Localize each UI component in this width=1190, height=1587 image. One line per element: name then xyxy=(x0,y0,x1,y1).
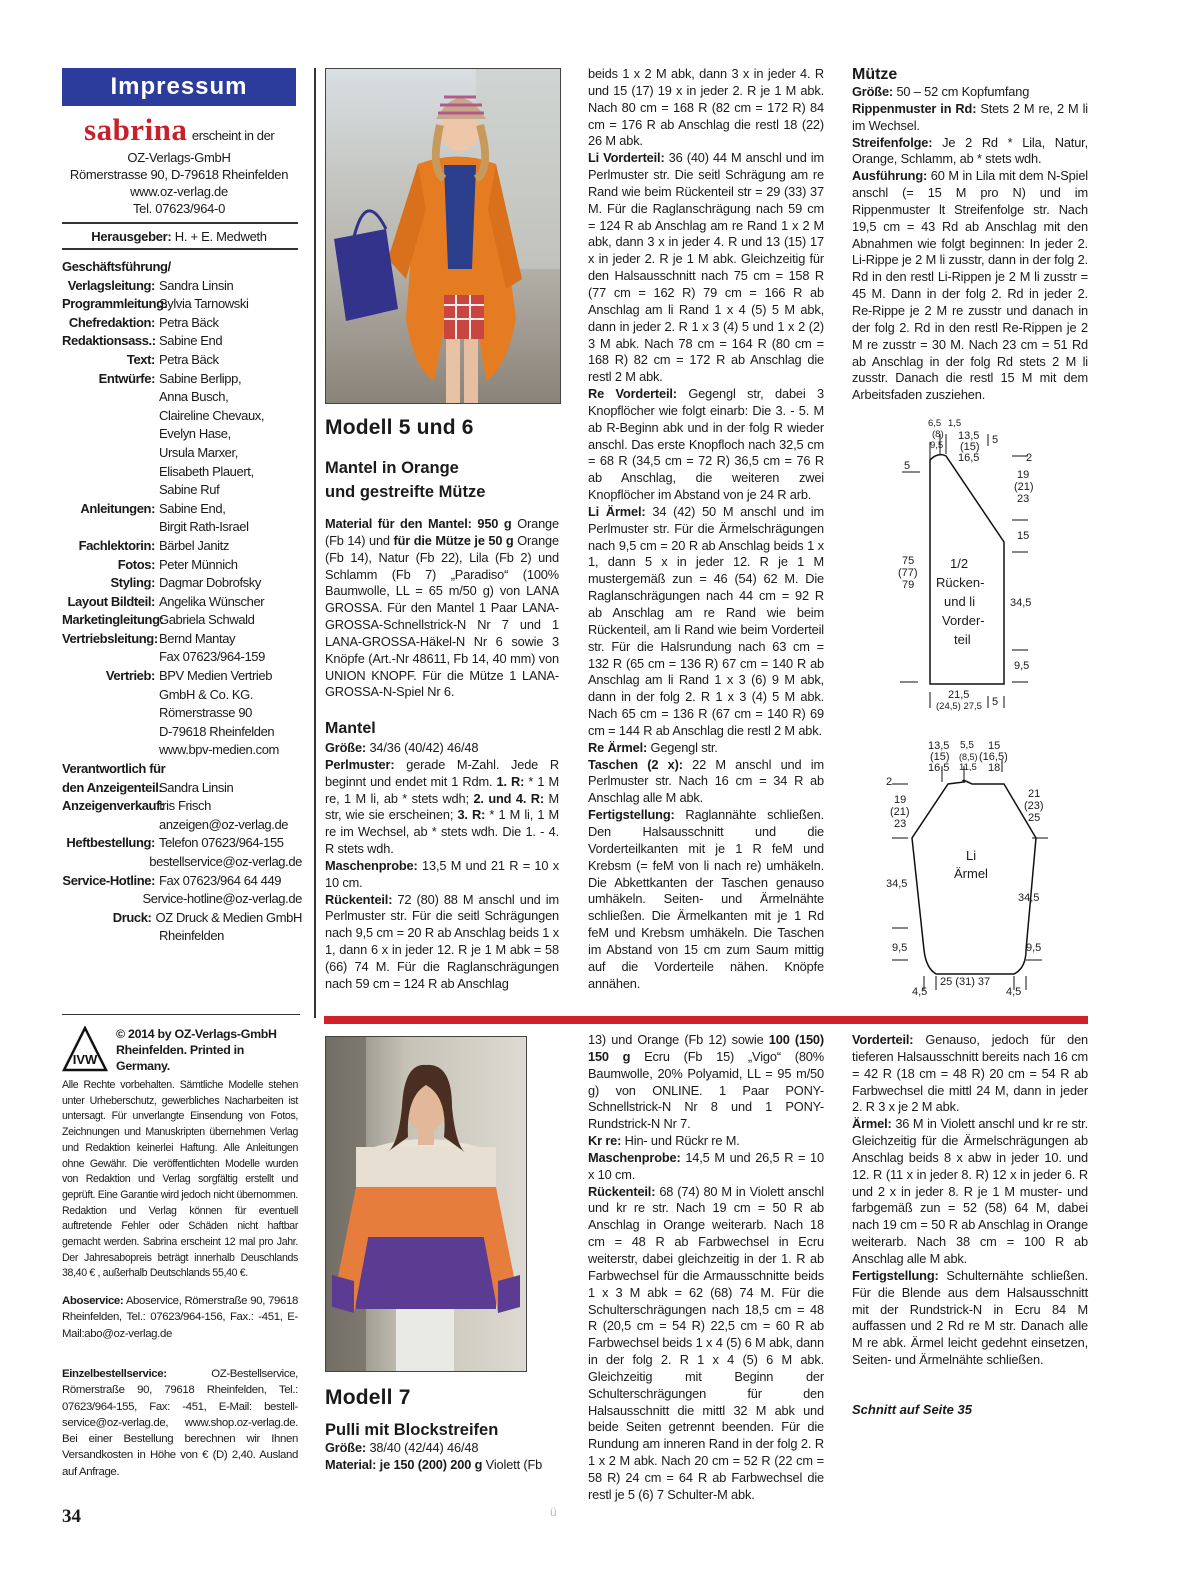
staff-name: Petra Bäck xyxy=(159,314,219,330)
staff-row xyxy=(62,779,302,798)
label: 1. R: xyxy=(496,773,525,789)
staff-role: Marketingleitung: xyxy=(62,612,164,628)
staff-row xyxy=(62,425,302,444)
dim-label: 4,5 xyxy=(912,986,928,998)
dim-label: 6,5 xyxy=(928,418,942,429)
dim-label: 11,5 xyxy=(959,762,977,773)
material-label: Material für den Mantel: 950 g xyxy=(325,516,512,531)
text-span: * 1 M li, 1 M re im Wechsel, ab * stets wdh. Die 1. - 4. R stets wdh. xyxy=(325,807,559,857)
staff-row xyxy=(62,611,302,630)
label: Rippenmuster in Rd: xyxy=(852,100,977,116)
text-span: 68 (74) 80 M in Violett anschl und kr re str. Nach 19 cm = 50 R ab Anschlag in Orange weiterarb. Nach 18 cm = 48 R ab Farbwechsel in Ecru weiterstr, dabei gleichzeitig in der 1. R ab Farbwechsel für die Armausschnitte beids 1 x 3 M abk = 62 (68) 74 M. Für die Schulterschrägungen nach 18,5 cm = 48 R (20,5 cm = 54 R) 22,5 cm = 60 R ab Farbwechsel beids 1 x 4 (5) 6 M abk, dann in der folg 2. R 1 x 4 (5) 6 M abk. Gleichzeitig mit Beginn der Schulterschrägungen für den Halsausschnitt die mittl 32 M abk und beide Seiten getrennt beenden. Für die Rundung am inneren Rand in der folg 2. R 1 x 2 M abk. Nach 20 cm = 52 R (22 cm = 58 R) 24 cm = 64 R ab Farbwechsel die restl je 5 (6) 7 Schulter-M abk. xyxy=(588,1183,824,1502)
staff-row xyxy=(62,500,302,519)
staff-row xyxy=(62,723,302,742)
photo-striped-sweater xyxy=(325,1036,527,1372)
staff-name: Elisabeth Plauert, xyxy=(159,463,254,479)
staff-row xyxy=(62,648,302,667)
staff-role xyxy=(62,444,159,463)
text-span: 14,5 M und 26,5 R = 10 x 10 cm. xyxy=(588,1149,824,1182)
dim-label: 5 xyxy=(904,460,911,472)
einzelbestellservice xyxy=(62,1366,298,1480)
modell-7-intro xyxy=(325,1440,561,1474)
label: Größe: xyxy=(325,1440,367,1455)
modell-5-6-heading: Modell 5 und 6 xyxy=(325,416,474,439)
dim-label: 9,5 xyxy=(930,440,944,451)
text-span: Violett (Fb xyxy=(482,1456,543,1472)
dim-label: 79 xyxy=(902,579,915,591)
divider xyxy=(62,1014,300,1015)
staff-row xyxy=(62,816,302,835)
dim-label: (16,5) xyxy=(979,751,1008,763)
staff-row xyxy=(62,890,302,909)
label: Material: je 150 (200) 200 g xyxy=(325,1456,483,1472)
staff-row xyxy=(62,797,302,816)
staff-name xyxy=(159,258,302,277)
staff-role xyxy=(62,481,159,500)
text-span: Je 2 Rd * Lila, Natur, Orange, Schlamm, ab * stets wdh. xyxy=(852,134,1088,167)
brand-line xyxy=(84,112,304,148)
staff-row xyxy=(62,630,302,649)
staff-row xyxy=(62,332,302,351)
dim-label: (24,5) 27,5 xyxy=(936,701,982,712)
staff-row xyxy=(62,760,302,779)
muetze-instructions xyxy=(852,84,1088,404)
label: Vorderteil: xyxy=(852,1032,914,1047)
photo-orange-coat xyxy=(325,68,561,404)
staff-role xyxy=(62,463,159,482)
label: Streifenfolge: xyxy=(852,134,933,150)
text-span: 22 M anschl und im Perlmuster str. Nach 16 cm = 34 R ab Anschlag alle M abk. xyxy=(588,756,824,806)
panel-label: Vorder- xyxy=(942,613,985,628)
muetze-heading: Mütze xyxy=(852,66,898,83)
staff-name: Telefon 07623/964-155 xyxy=(159,835,284,851)
dim-label: (15) xyxy=(930,751,950,763)
label: Ärmel: xyxy=(852,1116,892,1132)
staff-row xyxy=(62,463,302,482)
herausgeber-value: H. + E. Medweth xyxy=(174,229,267,244)
staff-role: Layout Bildteil: xyxy=(67,593,155,609)
dim-label: 5,5 xyxy=(960,740,974,751)
text-span: Orange (Fb 14), Natur (Fb 22), Lila (Fb 2) und Schlamm (Fb 7) „Paradiso“ (100% Baumwolle, LL = 65 m/50 g) von LANA GROSSA. Für den Mantel 1 Paar LANA-GROSSA-Schnellstrick-N Nr 7 und 1 LANA-GROSSA-Häkel-N Nr 6 sowie 3 Knöpfe (Art.-Nr 48611, Fb 14, 40 mm) von UNION KNOPF. Für die Mütze 1 LANA-GROSSA-N-Spiel Nr 6. xyxy=(325,532,559,700)
rueckenteil xyxy=(325,892,559,993)
staff-name: D-79618 Rheinfelden xyxy=(159,723,275,739)
staff-name: Evelyn Hase, xyxy=(159,426,231,442)
modell-7-subtitle: Pulli mit Blockstreifen xyxy=(325,1421,499,1439)
staff-row xyxy=(62,295,302,314)
staff-role: Styling: xyxy=(110,575,155,591)
label: Maschenprobe: xyxy=(588,1149,681,1165)
staff-role: Druck: xyxy=(112,909,152,925)
dim-label: 5 xyxy=(992,696,999,708)
dim-label: (23) xyxy=(1024,800,1044,812)
staff-name: Rheinfelden xyxy=(159,928,224,944)
publisher-line: OZ-Verlags-GmbH xyxy=(127,150,231,165)
dim-label: (15) xyxy=(960,441,980,453)
schnitt-reference: Schnitt auf Seite 35 xyxy=(852,1402,972,1417)
staff-name: Fax 07623/964-159 xyxy=(159,649,265,665)
staff-row xyxy=(62,704,302,723)
staff-row xyxy=(62,853,302,872)
staff-name: OZ Druck & Medien GmbH xyxy=(155,909,302,925)
staff-name: Sabine Berlipp, xyxy=(159,370,242,386)
staff-name: Angelika Wünscher xyxy=(159,593,265,609)
staff-role xyxy=(62,648,159,667)
dim-label: 2 xyxy=(1026,452,1033,464)
staff-role xyxy=(62,686,159,705)
dim-label: 15 xyxy=(988,740,1001,752)
label: Fertigstellung: xyxy=(852,1267,939,1283)
page-number: 34 xyxy=(62,1506,81,1527)
staff-role: Verlagsleitung: xyxy=(67,277,155,293)
dim-label: (8,5) xyxy=(959,752,978,762)
staff-role xyxy=(62,425,159,444)
publisher-line: Tel. 07623/964-0 xyxy=(132,201,226,216)
dim-label: (8) xyxy=(932,429,944,440)
maschenprobe xyxy=(325,858,559,892)
staff-name: Bärbel Janitz xyxy=(159,537,229,553)
footer-mark: ü xyxy=(550,1505,557,1519)
value: 34/36 (40/42) 46/48 xyxy=(366,740,479,755)
text-span: 50 – 52 cm Kopfumfang xyxy=(893,84,1030,99)
staff-row xyxy=(62,927,302,946)
label: 3. R: xyxy=(457,807,486,823)
staff-role xyxy=(62,890,142,909)
divider xyxy=(62,222,298,224)
label: Maschenprobe: xyxy=(325,857,418,873)
diagram-back-front-panel xyxy=(880,412,1070,720)
staff-name: Römerstrasse 90 xyxy=(159,705,252,721)
staff-name: Peter Münnich xyxy=(159,556,238,572)
text-span: Ecru (Fb 15) „Vigo“ (80% Baumwolle, 20% Polyamid, LL = 95 m/50 g) von ONLINE. 1 Paar PONY-Schnellstrick-N Nr 8 und 1 PONY-Rundstrick-N Nr 7. xyxy=(588,1048,824,1132)
staff-role: Vertrieb: xyxy=(105,668,155,684)
text-span: Hin- und Rückr re M. xyxy=(621,1133,740,1149)
staff-row xyxy=(62,277,302,296)
staff-row xyxy=(62,574,302,593)
text-span: gerade M-Zahl. Jede R beginnt und endet mit 1 Rdm. xyxy=(325,756,559,789)
dim-label: 23 xyxy=(894,818,907,830)
label: Kr re: xyxy=(588,1133,622,1149)
dim-label: 34,5 xyxy=(1010,597,1032,609)
text-span: Orange (Fb 14) und xyxy=(325,516,559,548)
ivw-logo-icon xyxy=(62,1026,108,1072)
staff-name: Gabriela Schwald xyxy=(159,612,255,628)
text-span: 38/40 (42/44) 46/48 xyxy=(366,1440,479,1455)
modell-5-6-subtitle-1: Mantel in Orange xyxy=(325,459,459,477)
staff-role: Fotos: xyxy=(117,556,155,572)
text-span: Schulternähte schließen. Für die Blende aus dem Halsausschnitt mit der Rundstrick-N in Ecru 84 M auffassen und 2 Rd re M str. Danach alle M re abk. Ärmel leicht gedehnt einsetzen, Seiten- und Ärmelnähte schließen. xyxy=(852,1267,1088,1368)
label: Taschen (2 x): xyxy=(588,756,683,772)
staff-row xyxy=(62,258,302,277)
dim-label: 21,5 xyxy=(948,689,970,701)
label: Ausführung: xyxy=(852,168,928,184)
dim-label: 13,5 xyxy=(958,430,980,442)
label: Re Ärmel: xyxy=(588,739,648,755)
dim-label: 9,5 xyxy=(892,942,908,954)
staff-role xyxy=(62,723,159,742)
pulli-instructions-continued xyxy=(852,1032,1088,1369)
staff-name: Sabine End, xyxy=(159,500,226,516)
staff-name: Sabine End xyxy=(159,333,223,349)
staff-row xyxy=(62,351,302,370)
staff-name: BPV Medien Vertrieb xyxy=(159,668,273,684)
staff-role xyxy=(62,927,159,946)
einzel-label: Einzelbestellservice: xyxy=(62,1368,167,1380)
staff-role: Chefredaktion: xyxy=(68,314,155,330)
dim-label: 1,5 xyxy=(948,418,962,429)
staff-row xyxy=(62,834,302,853)
einzel-text: OZ-Bestellservice, Römerstraße 90, 79618 Rheinfelden, Tel.: 07623/964-155, Fax: -451, E-Mail: bestell-service@oz-verlag.de, www.shop.oz-verlag.de. Bei einer Bestellung berechnen wir Ihnen Versandkosten in Höhe von € (D) 2,40. Ausland auf Anfrage. xyxy=(62,1368,298,1478)
text-span: Gegengl str, dabei 3 Knopflöcher wie folgt einarb: Die 3. - 5. M ab R-Beginn abk und in der folg R wieder anschl. Das erste Knopfloch nach 32,5 cm = 68 R (34,5 cm = 72 R) 36,5 cm = 76 R ab Anschlag, die weiteren zwei Knopflöcher im Abstand von je 24 R arb. xyxy=(588,386,824,503)
label: Fertigstellung: xyxy=(588,807,675,823)
staff-role xyxy=(62,853,149,872)
aboservice-text: Aboservice, Römerstraße 90, 79618 Rheinfelden, Tel.: 07623/964-156, Fax.: -451, E-Mail:abo@oz-verlag.de xyxy=(62,1295,298,1340)
dim-label: 25 xyxy=(1028,812,1041,824)
divider xyxy=(62,248,298,250)
staff-name xyxy=(169,760,302,779)
staff-role: Programmleitung: xyxy=(62,296,168,312)
staff-role: Heftbestellung: xyxy=(66,835,155,851)
staff-name: Bernd Mantay xyxy=(159,630,236,646)
text-span: Genauso, jedoch für den tieferen Halsausschnitt bereits nach 16 cm = 42 R (18 cm = 48 R) 20 cm = 54 R ab Farbwechsel die mittl 24 M, dann in jeder 2. R 3 x je 2 M abk. xyxy=(852,1032,1088,1115)
staff-role: Anzeigenverkauf: xyxy=(62,798,164,814)
dim-label: 25 (31) 37 xyxy=(940,976,991,988)
label: Größe: xyxy=(852,84,894,99)
staff-name: GmbH & Co. KG. xyxy=(159,686,254,702)
staff-name: Birgit Rath-Israel xyxy=(159,519,249,535)
staff-role: Entwürfe: xyxy=(98,370,155,386)
text-span: 34 (42) 50 M anschl und im Perlmuster str. Für die Ärmelschrägungen nach 9,5 cm = 20 R ab Anschlag beids 1 x 1, dann 5 x in jeder 12. R je 1 M mustergemäß zun = 46 (54) 62 M. Die Raglanschrägungen nach 44 cm = 92 R ab Anschlag am re Rand wie beim Rückenteil, am li Rand wie beim Vorderteil str. Für die Halsrundung nach 63 cm = 132 R (65 cm = 136 R) 67 cm = 140 R ab Anschlag am li Rand 1 x 3 (6) 9 M abk, dann in der folg 2. R 1 x 3 (4) 5 M abk. Nach 65 cm = 136 R (67 cm = 140 R) 69 cm = 144 R ab Anschlag die restl 2 M abk. xyxy=(588,503,824,738)
staff-role: Vertriebsleitung: xyxy=(62,630,158,646)
label: Perlmuster: xyxy=(325,756,395,772)
mantel-instructions-continued xyxy=(588,66,824,992)
staff-name: Iris Frisch xyxy=(159,798,211,814)
staff-name: Anna Busch, xyxy=(159,389,229,405)
material-mantel xyxy=(325,516,559,701)
staff-role: Fachlektorin: xyxy=(78,537,155,553)
sleeve-label: Li xyxy=(966,848,977,863)
dim-label: 75 xyxy=(902,555,915,567)
staff-row xyxy=(62,388,302,407)
section-divider-red xyxy=(324,1016,1088,1024)
staff-role: Geschäftsführung/ xyxy=(62,259,171,274)
dim-label: 15 xyxy=(1017,530,1030,542)
staff-name: Petra Bäck xyxy=(159,351,219,367)
dim-label: 4,5 xyxy=(1006,986,1022,998)
staff-row xyxy=(62,370,302,389)
text-span: M str, wie sie erscheinen; xyxy=(325,790,560,823)
staff-name: Dagmar Dobrofsky xyxy=(159,575,261,591)
dim-label: 34,5 xyxy=(886,878,908,890)
staff-role: Text: xyxy=(126,351,155,367)
staff-role: Verantwortlich für xyxy=(62,761,166,777)
staff-row xyxy=(62,314,302,333)
staff-role: Redaktionsass.: xyxy=(62,333,156,349)
groesse xyxy=(325,740,559,757)
sleeve-label: Ärmel xyxy=(954,866,988,881)
text-span: 36 (40) 44 M anschl und im Perlmuster str. Die seitl Schrägung am re Rand wie beim Rückenteil str = 29 (33) 37 M. Für die Raglanschrägung nach 59 cm = 124 R ab Anschlag am re Rand 1 x 2 M abk, dann 3 x in jeder 4. R und 13 (15) 17 x in jeder 2. R je 1 M abk. Gleichzeitig für den Halsausschnitt nach 75 cm = 158 R (77 cm = 162 R) 79 cm = 166 R ab Anschlag am li Rand 1 x 4 (5) 5 M abk, dann in jeder 2. R 1 x 3 (4) 5 und 1 x 2 (2) 3 M abk. Nach 78 cm = 164 R (80 cm = 168 R) 82 cm = 172 R ab Anschlag die restl 2 M abk. xyxy=(588,150,824,385)
aboservice-label: Aboservice: xyxy=(62,1295,124,1307)
dim-label: 9,5 xyxy=(1026,942,1042,954)
publisher-line: www.oz-verlag.de xyxy=(130,184,228,199)
text-span: Raglannähte schließen. Den Halsausschnitt und die Vorderteilkanten mit je 1 R feM und Krebsm (= feM von li nach re) umhäkeln. Die Abkettkanten der Taschen genauso umhäkeln. Seiten- und Ärmelnähte schließen. Die Ärmelkanten mit je 1 Rd feM und Krebsm umhäkeln. Die Taschen im Abstand von 15 cm zum Saum mittig auf die Vorderteile nähen. Knöpfe annähen. xyxy=(588,807,824,991)
staff-name: Ursula Marxer, xyxy=(159,444,238,460)
staff-name: Claireline Chevaux, xyxy=(159,407,265,423)
modell-7-heading: Modell 7 xyxy=(325,1386,411,1409)
staff-row xyxy=(62,741,302,760)
label: Li Vorderteil: xyxy=(588,150,665,166)
dim-label: 13,5 xyxy=(928,740,950,752)
dim-label: 19 xyxy=(1017,469,1030,481)
impressum-title: Impressum xyxy=(62,68,296,106)
staff-row xyxy=(62,872,302,891)
dim-label: 18 xyxy=(988,762,1001,774)
staff-row xyxy=(62,518,302,537)
panel-label: 1/2 xyxy=(950,556,969,571)
staff-row xyxy=(62,667,302,686)
dim-label: 16,5 xyxy=(958,452,980,464)
staff-name: Sylvia Tarnowski xyxy=(159,296,249,312)
panel-label: und li xyxy=(944,594,976,609)
staff-role: Service-Hotline: xyxy=(62,872,155,888)
staff-name: Sandra Linsin xyxy=(159,779,234,795)
dim-label: 19 xyxy=(894,794,907,806)
herausgeber xyxy=(62,228,296,245)
dim-label: 9,5 xyxy=(1014,660,1030,672)
dim-label: 16,5 xyxy=(928,762,950,774)
label: 100 (150) 150 g xyxy=(588,1032,825,1064)
dim-label: 23 xyxy=(1017,493,1030,505)
label: Re Vorderteil: xyxy=(588,386,677,402)
staff-row xyxy=(62,444,302,463)
staff-role xyxy=(62,704,159,723)
dim-label: 34,5 xyxy=(1018,892,1040,904)
perlmuster xyxy=(325,757,559,858)
sabrina-logo: sabrina xyxy=(84,112,188,147)
staff-row xyxy=(62,537,302,556)
staff-name: anzeigen@oz-verlag.de xyxy=(159,816,289,832)
mantel-heading: Mantel xyxy=(325,720,376,737)
diagram-sleeve xyxy=(882,738,1072,1000)
material-label: für die Mütze je 50 g xyxy=(393,532,514,548)
publisher-line: Römerstrasse 90, D-79618 Rheinfelden xyxy=(69,167,289,182)
staff-role xyxy=(62,518,159,537)
brand-tail: erscheint in der xyxy=(191,128,275,143)
dim-label: (21) xyxy=(890,806,910,818)
dim-label: 21 xyxy=(1028,788,1041,800)
text-span: beids 1 x 2 M abk, dann 3 x in jeder 4. R und 15 (17) 19 x in jeder 2. R je 1 M abk. Nach 80 cm = 168 R (82 cm = 172 R) 84 cm = 176 R ab Anschlag die restl 18 (22) 26 M abk. xyxy=(588,66,824,149)
label: Li Ärmel: xyxy=(588,503,646,519)
staff-row xyxy=(62,686,302,705)
staff-name: bestellservice@oz-verlag.de xyxy=(149,854,302,869)
staff-row xyxy=(62,909,302,928)
text-span: 60 M in Lila mit dem N-Spiel anschl (= 15 M pro N) und im Rippenmuster lt Streifenfolge str. Nach 19,5 cm = 43 Rd ab Anschlag mit den Abnahmen wie folgt beginnen: In jeder 2. Li-Rippe je 2 M li zusstr, dann in der folg 2. Rd in den restl Li-Rippen je 2 M li zusstr = 45 M. Dann in der folg 2. Rd in jeder 2. Re-Rippe je 2 M re zusstr und danach in der folg 2. Rd in den restl Re-Rippen je 2 M re zusstr = 30 M. Nach 23 cm = 51 Rd ab Anschlag in der folg Rd stets 2 M li zusstr. Danach die restl 15 M mit dem Arbeitsfaden zusziehen. xyxy=(852,168,1088,403)
dim-label: (77) xyxy=(898,567,918,579)
aboservice xyxy=(62,1293,298,1342)
pulli-instructions xyxy=(588,1032,824,1504)
staff-row xyxy=(62,556,302,575)
label: Rückenteil: xyxy=(325,891,393,907)
staff-role xyxy=(62,388,159,407)
modell-5-6-subtitle-2: und gestreifte Mütze xyxy=(325,483,486,501)
herausgeber-label: Herausgeber: xyxy=(91,229,172,244)
staff-row xyxy=(62,481,302,500)
text-span: 36 M in Violett anschl und kr re str. Gleichzeitig für die Ärmelschrägungen ab Anschlag beids 8 x abw in jeder 10. und 12. R (11 x in jeder 8. R) 12 x in jeder 6. R und 2 x in jeder 8. R je 1 M muster- und farbgemäß zun = 52 (58) 64 M, dabei nach 19 cm = 50 R ab Anschlag in Orange weiterarb. Nach 38 cm = 100 R ab Anschlag alle M abk. xyxy=(852,1116,1088,1266)
dim-label: 2 xyxy=(886,776,893,788)
staff-row xyxy=(62,593,302,612)
panel-label: teil xyxy=(954,632,971,647)
staff-role: Anleitungen: xyxy=(80,500,155,516)
staff-role xyxy=(62,407,159,426)
rights-text: Alle Rechte vorbehalten. Sämtliche Modelle stehen unter Urheberschutz, gewerbliches Nacharbeiten ist untersagt. Für unverlangte Einsendung von Fotos, Zeichnungen und Manuskripten übernehmen Verlag und Redaktion keinerlei Haftung. Alle Anleitungen ohne Gewähr. Die veröffentlichten Modelle wurden von Redaktion und Verlag sorgfältig erstellt und geprüft. Eine Garantie wird jedoch nicht übernommen. Redaktion und Verlag können für eventuell auftretende Fehler oder Schäden nicht haftbar gemacht werden. Sabrina erscheint 12 mal pro Jahr. Der Jahresabopreis beträgt innerhalb Deuschlands 38,40 € , außerhalb Deutschlands 55,40 €. xyxy=(62,1079,298,1280)
dim-label: 5 xyxy=(992,434,999,446)
value: 72 (80) 88 M anschl und im Perlmuster str. Für die seitl Schrägungen nach 9,5 cm = 20 R ab Anschlag beids 1 x 1, dann 6 x in jeder 12. R je 1 M abk = 58 (66) 74 M. Für die Raglanschrägungen nach 59 cm = 124 R ab Anschlag xyxy=(325,891,559,991)
svg-text:IVW: IVW xyxy=(72,1052,98,1067)
label: Rückenteil: xyxy=(588,1183,656,1199)
staff-row xyxy=(62,407,302,426)
mantel-instructions xyxy=(325,740,559,993)
staff-role: den Anzeigenteil: xyxy=(62,779,163,795)
staff-role xyxy=(62,741,159,760)
dim-label: (21) xyxy=(1014,481,1034,493)
text-span: Gegengl str. xyxy=(647,739,718,755)
staff-name: Fax 07623/964 64 449 xyxy=(159,872,282,888)
staff-name: Sandra Linsin xyxy=(159,277,234,293)
label: 2. und 4. R: xyxy=(473,790,544,806)
publisher-address xyxy=(62,149,296,217)
staff-name: Sabine Ruf xyxy=(159,482,220,498)
text-span: 13) und Orange (Fb 12) sowie xyxy=(588,1032,769,1047)
staff-name: www.bpv-medien.com xyxy=(159,742,279,758)
staff-list xyxy=(62,258,302,946)
staff-name: Service-hotline@oz-verlag.de xyxy=(142,891,302,907)
label: Größe: xyxy=(325,740,367,755)
copyright-text: © 2014 by OZ-Verlags-GmbH Rheinfelden. Printed in Germany. xyxy=(116,1027,277,1073)
text-span: * 1 M re, 1 M li, ab * stets wdh; xyxy=(325,773,560,806)
panel-label: Rücken- xyxy=(936,575,985,590)
staff-role xyxy=(62,816,159,835)
column-divider xyxy=(314,68,316,1018)
value: 13,5 M und 21 R = 10 x 10 cm. xyxy=(325,857,559,890)
text-span: Stets 2 M re, 2 M li im Wechsel. xyxy=(852,100,1088,133)
